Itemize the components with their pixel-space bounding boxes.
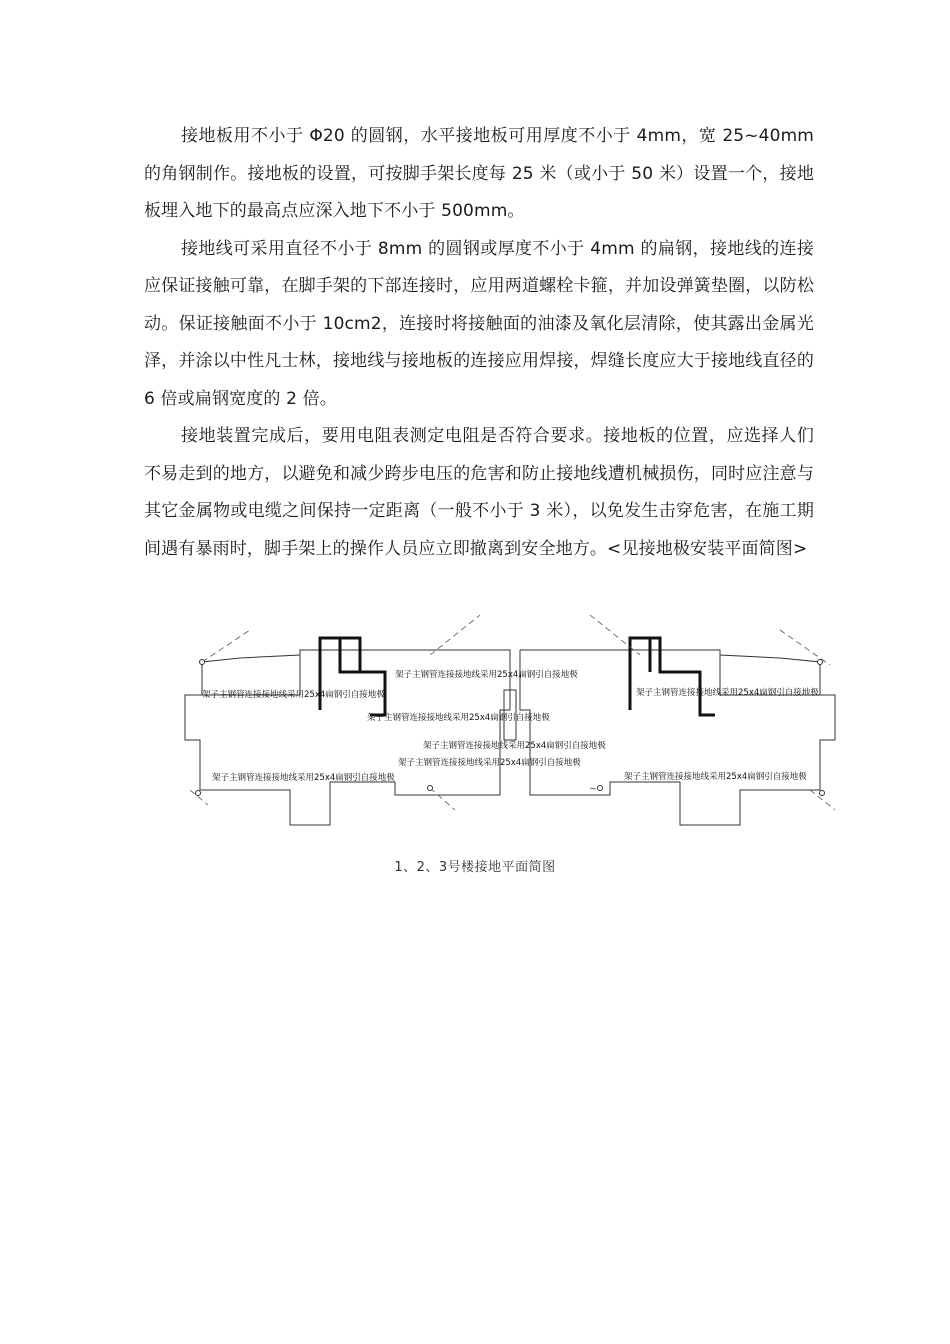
paragraph-grounding-wire: 接地线可采用直径不小于 8mm 的圆钢或厚度不小于 4mm 的扁钢，接地线的连接应保证接触可靠，在脚手架的下部连接时，应用两道螺栓卡箍，并加设弹簧垫圈，以防松动。保证接触面不小于 10cm2，连接时将接触面的油漆及氧化层清除，使其露出金属光泽，并涂以中性凡士林，接地线与接地板的连接应用焊接，焊缝长度应大于接地线直径的 6 倍或扁钢宽度的 2 倍。 bbox=[144, 238, 814, 409]
label-ground-wire-3: 架子主钢管连接接地线采用25x4扁钢引自接地极 bbox=[367, 713, 550, 723]
label-ground-wire-1: 架子主钢管连接接地线采用25x4扁钢引自接地极 bbox=[395, 670, 578, 680]
label-ground-wire-6: 架子主钢管连接接地线采用25x4扁钢引自接地极 bbox=[212, 773, 395, 783]
paragraph-grounding-plate: 接地板用不小于 Φ20 的圆钢，水平接地板可用厚度不小于 4mm，宽 25~40mm 的角钢制作。接地板的设置，可按脚手架长度每 25 米（或小于 50 米）设置一个，接地板埋入地下的最高点应深入地下不小于 500mm。 bbox=[144, 126, 814, 221]
grounding-plan-figure bbox=[180, 610, 840, 840]
paragraph-grounding-device: 接地装置完成后，要用电阻表测定电阻是否符合要求。接地板的位置，应选择人们不易走到的地方，以避免和减少跨步电压的危害和防止接地线遭机械损伤，同时应注意与其它金属物或电缆之间保持一定距离（一般不小于 3 米），以免发生击穿危害，在施工期间遇有暴雨时，脚手架上的操作人员应立即撤离到安全地方。<见接地极安装平面简图> bbox=[144, 426, 814, 559]
label-ground-wire-8: 架子主钢管连接接地线采用25x4扁钢引自接地极 bbox=[624, 772, 807, 782]
label-ground-wire-4: 架子主钢管连接接地线采用25x4扁钢引自接地极 bbox=[423, 741, 606, 751]
label-ground-wire-5: 架子主钢管连接接地线采用25x4扁钢引自接地极 bbox=[398, 758, 581, 768]
grounding-plan-drawing bbox=[180, 610, 840, 840]
label-ground-wire-2: 架子主钢管连接接地线采用25x4扁钢引自接地极 bbox=[202, 690, 385, 700]
body-text bbox=[144, 118, 814, 568]
figure-caption: 1、2、3号楼接地平面简图 bbox=[394, 860, 556, 875]
label-ground-wire-7: 架子主钢管连接接地线采用25x4扁钢引自接地极 bbox=[636, 688, 819, 698]
